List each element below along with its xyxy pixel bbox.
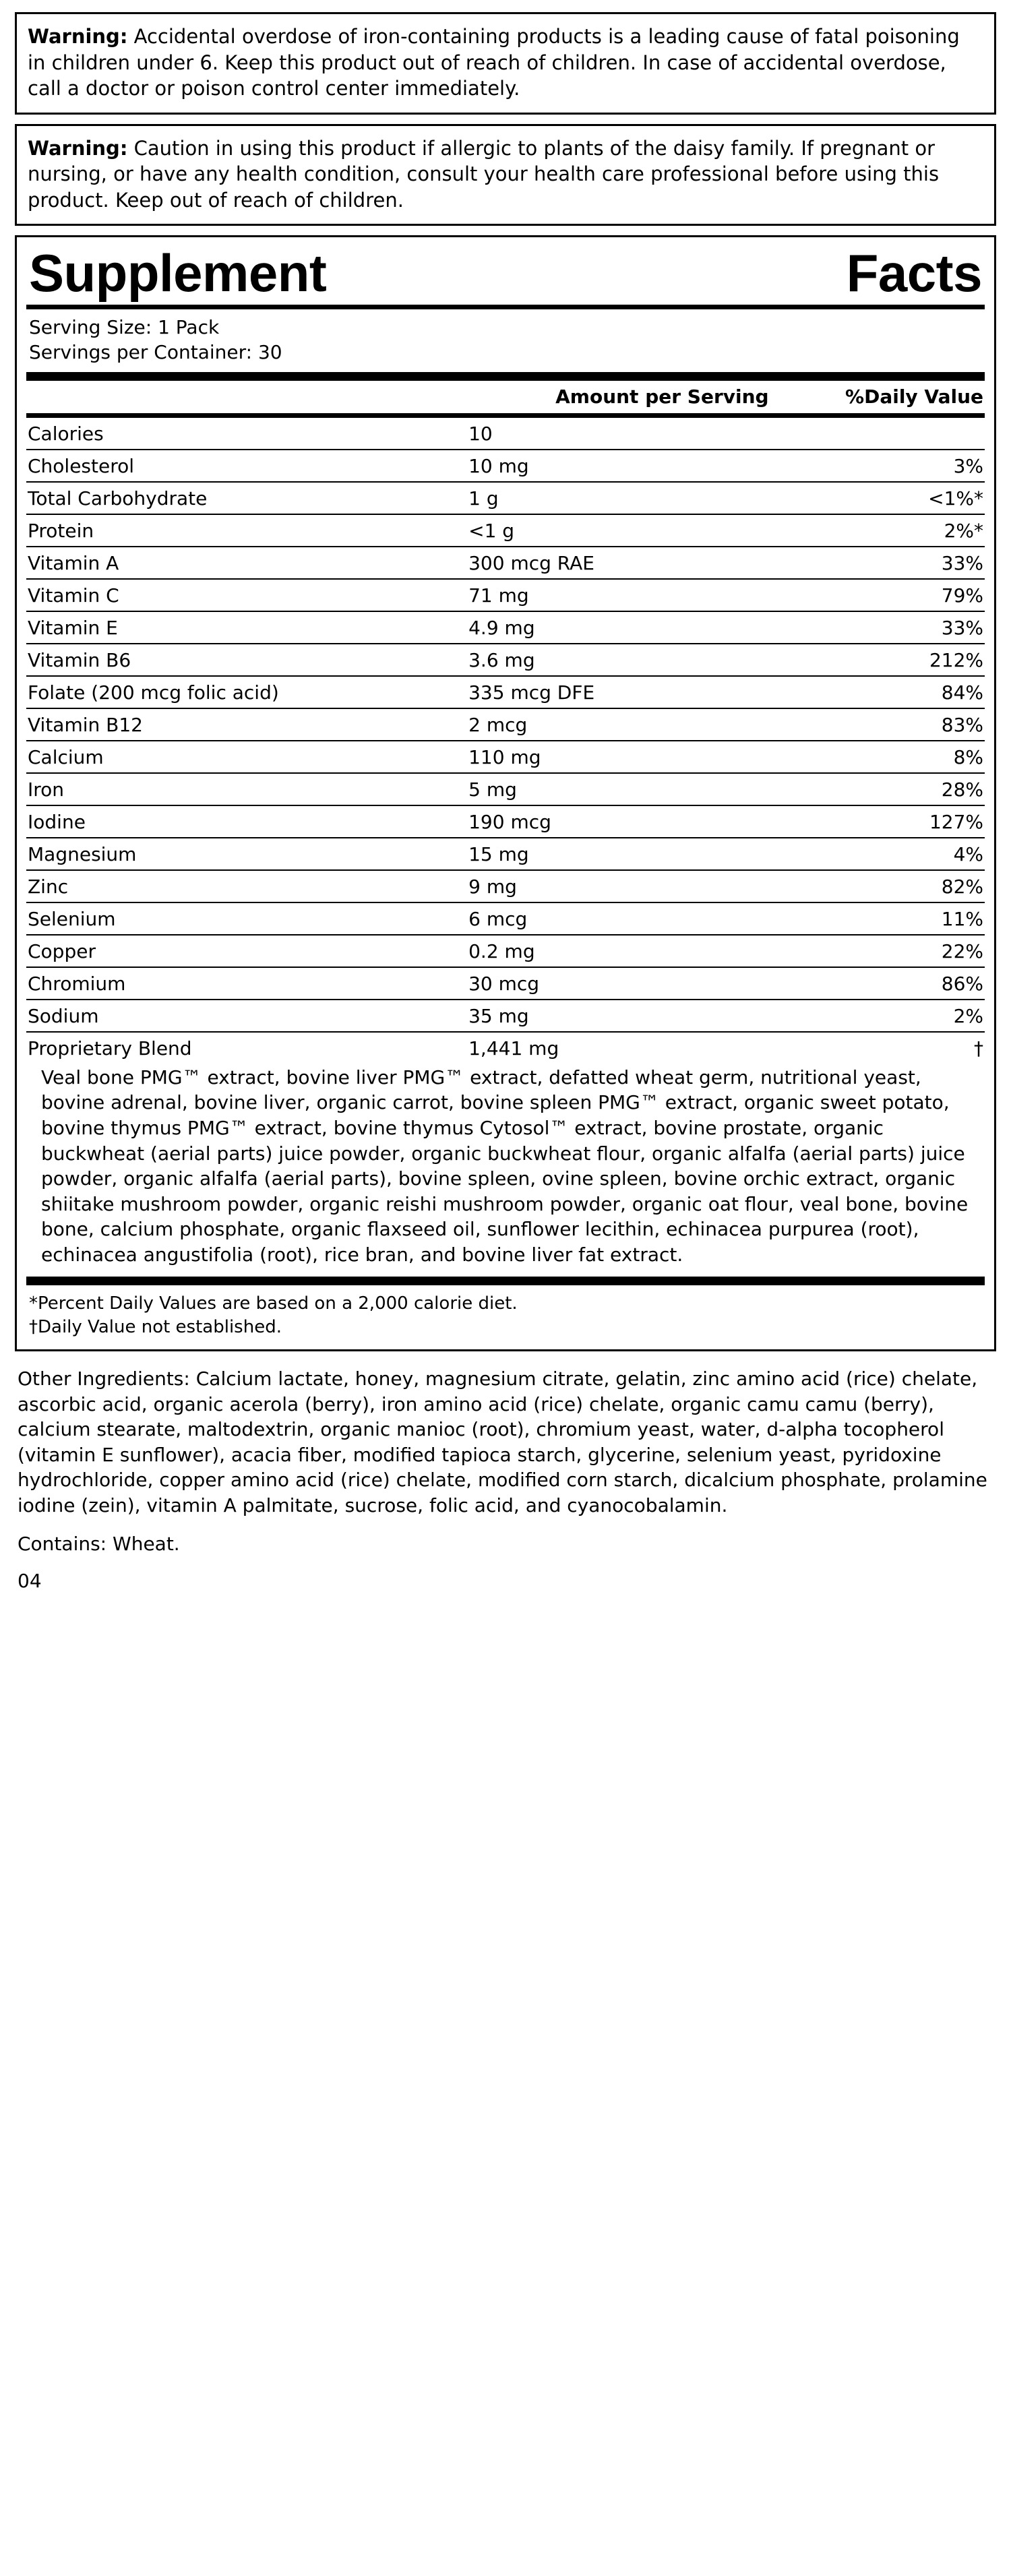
table-row xyxy=(26,935,985,967)
table-row xyxy=(26,579,985,611)
nutrient-amount: 190 mcg xyxy=(467,805,793,838)
nutrient-amount: 4.9 mg xyxy=(467,611,793,644)
blend-name: Proprietary Blend xyxy=(28,1037,192,1060)
panel-title-facts: Facts xyxy=(846,243,982,303)
nutrient-name: Copper xyxy=(26,935,467,967)
panel-rule-under-headers xyxy=(26,413,985,418)
nutrient-name: Vitamin C xyxy=(26,579,467,611)
nutrient-rows-table xyxy=(26,418,985,1064)
nutrient-name: Chromium xyxy=(26,967,467,1000)
nutrient-amount: 30 mcg xyxy=(467,967,793,1000)
nutrient-dv: 212% xyxy=(793,644,985,676)
nutrient-amount: 2 mcg xyxy=(467,708,793,741)
nutrient-name: Folate (200 mcg folic acid) xyxy=(26,676,467,708)
table-row xyxy=(26,773,985,805)
table-row xyxy=(26,644,985,676)
revision-code: 04 xyxy=(18,1570,42,1593)
nutrient-name: Iodine xyxy=(26,805,467,838)
panel-rule-above-footnotes xyxy=(26,1277,985,1285)
nutrient-amount: 35 mg xyxy=(467,1000,793,1032)
blend-ingredients: Veal bone PMG™ extract, bovine liver PMG™ extract, defatted wheat germ, nutritional yeast, bovine adrenal, bovine liver, organic carrot, bovine spleen PMG™ extract, organic sweet potato, bovine thymus PMG™ extract, bovine thymus Cytosol™ extract, bovine prostate, organic buckwheat (aerial parts) juice powder, organic buckwheat flour, organic alfalfa (aerial parts) juice powder, organic alfalfa (aerial parts), bovine spleen, ovine spleen, bovine orchic extract, organic shiitake mushroom powder, organic reishi mushroom powder, organic oat flour, veal bone, bovine bone, calcium phosphate, organic flaxseed oil, sunflower lecithin, echinacea purpurea (root), echinacea angustifolia (root), rice bran, and bovine liver fat extract. xyxy=(41,1066,969,1266)
nutrient-dv: <1%* xyxy=(793,482,985,514)
nutrient-name: Calories xyxy=(26,418,467,450)
supplement-facts-panel xyxy=(15,235,996,1351)
nutrient-dv: 22% xyxy=(793,935,985,967)
table-row xyxy=(26,1000,985,1032)
nutrient-name: Total Carbohydrate xyxy=(26,482,467,514)
nutrient-dv: 79% xyxy=(793,579,985,611)
nutrient-amount: 1 g xyxy=(467,482,793,514)
warning-text xyxy=(28,24,983,102)
nutrient-dv: 82% xyxy=(793,870,985,902)
nutrient-amount: 335 mcg DFE xyxy=(467,676,793,708)
warning-body: Caution in using this product if allergic to plants of the daisy family. If pregnant or nursing, or have any health condition, consult your health care professional before using this product. Keep out of reach of children. xyxy=(28,136,940,212)
nutrient-amount: 300 mcg RAE xyxy=(467,547,793,579)
nutrient-name: Selenium xyxy=(26,902,467,935)
table-row xyxy=(26,482,985,514)
panel-rule-under-serving xyxy=(26,372,985,381)
serving-size: Serving Size: 1 Pack xyxy=(29,315,220,338)
nutrient-amount: 5 mg xyxy=(467,773,793,805)
nutrient-amount: 110 mg xyxy=(467,741,793,773)
nutrient-amount: 10 mg xyxy=(467,450,793,482)
table-row xyxy=(26,708,985,741)
nutrient-name: Sodium xyxy=(26,1000,467,1032)
nutrient-amount: 0.2 mg xyxy=(467,935,793,967)
table-header-row xyxy=(26,381,985,413)
warning-body: Accidental overdose of iron-containing products is a leading cause of fatal poisoning in children under 6. Keep this product out of reach of children. In case of accidental overdose, call a doctor or poison control center immediately. xyxy=(28,25,960,100)
nutrient-dv: 84% xyxy=(793,676,985,708)
nutrient-amount: 10 xyxy=(467,418,793,450)
nutrient-name: Cholesterol xyxy=(26,450,467,482)
nutrient-name: Protein xyxy=(26,514,467,547)
nutrient-dv: 11% xyxy=(793,902,985,935)
nutrient-amount: 9 mg xyxy=(467,870,793,902)
table-row xyxy=(26,676,985,708)
nutrient-dv: 28% xyxy=(793,773,985,805)
table-row xyxy=(26,418,985,450)
table-row-proprietary-blend xyxy=(26,1032,985,1064)
panel-title xyxy=(26,244,985,305)
footnote-percent-dv: *Percent Daily Values are based on a 2,000 calorie diet. xyxy=(29,1293,518,1314)
nutrient-amount: <1 g xyxy=(467,514,793,547)
blend-dv: † xyxy=(974,1037,983,1060)
warning-box-iron xyxy=(15,12,996,115)
table-row xyxy=(26,547,985,579)
footnote-dagger: †Daily Value not established. xyxy=(29,1316,282,1337)
other-ingredients: Other Ingredients: Calcium lactate, honey, magnesium citrate, gelatin, zinc amino acid (rice) chelate, ascorbic acid, organic acerola (berry), iron amino acid (rice) chelate, organic camu camu (berry), calcium stearate, maltodextrin, organic manioc (root), chromium yeast, water, d-alpha tocopherol (vitamin E sunflower), acacia fiber, modified tapioca starch, glycerine, selenium yeast, pyridoxine hydrochloride, copper amino acid (rice) chelate, modified corn starch, dicalcium phosphate, prolamine iodine (zein), vitamin A palmitate, sucrose, folic acid, and cyanocobalamin. xyxy=(18,1368,987,1516)
nutrient-dv: 8% xyxy=(793,741,985,773)
table-row xyxy=(26,611,985,644)
header-amount-per-serving: Amount per Serving xyxy=(555,385,769,408)
nutrition-table xyxy=(26,381,985,413)
contains-statement: Contains: Wheat. xyxy=(18,1533,180,1556)
warning-label: Warning: xyxy=(28,136,128,160)
nutrient-name: Zinc xyxy=(26,870,467,902)
nutrient-dv: 33% xyxy=(793,547,985,579)
header-blank xyxy=(26,381,467,413)
serving-info xyxy=(26,309,985,369)
nutrient-amount: 3.6 mg xyxy=(467,644,793,676)
table-row xyxy=(26,902,985,935)
nutrient-name: Magnesium xyxy=(26,838,467,870)
nutrient-dv: 2% xyxy=(793,1000,985,1032)
warning-label: Warning: xyxy=(28,25,128,48)
nutrient-name: Vitamin E xyxy=(26,611,467,644)
nutrient-dv: 33% xyxy=(793,611,985,644)
header-daily-value: %Daily Value xyxy=(845,385,983,408)
table-row xyxy=(26,514,985,547)
nutrient-amount: 15 mg xyxy=(467,838,793,870)
table-row xyxy=(26,870,985,902)
nutrient-dv xyxy=(793,418,985,450)
nutrient-amount: 6 mcg xyxy=(467,902,793,935)
nutrient-name: Vitamin A xyxy=(26,547,467,579)
warning-text xyxy=(28,135,983,214)
nutrient-amount: 71 mg xyxy=(467,579,793,611)
blend-amount: 1,441 mg xyxy=(468,1037,559,1060)
nutrient-name: Calcium xyxy=(26,741,467,773)
nutrient-dv: 86% xyxy=(793,967,985,1000)
table-row xyxy=(26,838,985,870)
table-row xyxy=(26,741,985,773)
nutrient-dv: 83% xyxy=(793,708,985,741)
nutrient-dv: 127% xyxy=(793,805,985,838)
footnotes xyxy=(26,1285,985,1340)
nutrient-dv: 3% xyxy=(793,450,985,482)
servings-per-container: Servings per Container: 30 xyxy=(29,341,282,364)
panel-title-supplement: Supplement xyxy=(29,243,327,303)
table-row xyxy=(26,805,985,838)
nutrient-name: Iron xyxy=(26,773,467,805)
panel-rule-top xyxy=(26,305,985,309)
table-row xyxy=(26,967,985,1000)
nutrient-dv: 4% xyxy=(793,838,985,870)
nutrient-name: Vitamin B6 xyxy=(26,644,467,676)
nutrient-dv: 2%* xyxy=(793,514,985,547)
table-row xyxy=(26,450,985,482)
warning-box-allergy xyxy=(15,124,996,226)
nutrient-name: Vitamin B12 xyxy=(26,708,467,741)
